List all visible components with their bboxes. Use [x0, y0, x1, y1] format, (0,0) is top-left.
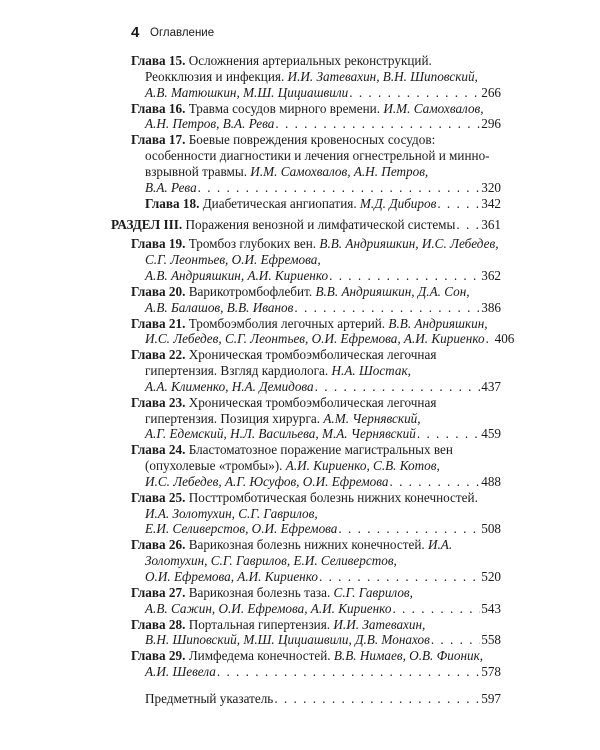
chapter-authors-end: А.Н. Петров, В.А. Рева — [145, 116, 275, 132]
toc-entry-subject-index[interactable] — [131, 691, 501, 707]
leader-line — [145, 521, 501, 537]
chapter-authors: А.И. Кириенко, С.В. Котов, — [285, 458, 440, 474]
toc-entry-chapter-18[interactable] — [131, 196, 501, 212]
toc-entry-chapter-27[interactable] — [131, 585, 501, 617]
dot-leader — [392, 601, 480, 617]
chapter-authors: Н.А. Шостак, — [331, 363, 411, 379]
chapter-label: Глава 27. — [131, 584, 186, 600]
toc-entry-chapter-16[interactable] — [131, 101, 501, 133]
chapter-authors-end: Е.И. Селиверстов, О.И. Ефремова — [145, 521, 338, 537]
chapter-label: Глава 24. — [131, 442, 186, 458]
page-ref: 320 — [481, 179, 501, 195]
page-ref: 362 — [481, 267, 501, 283]
toc-entry-chapter-26[interactable] — [131, 537, 501, 585]
running-head: Оглавление — [150, 27, 215, 39]
dot-leader — [275, 116, 480, 132]
chapter-title: Лимфедема конечностей. — [188, 648, 334, 664]
leader-line — [111, 217, 501, 233]
chapter-authors-end: О.И. Ефремова, А.И. Кириенко — [145, 569, 318, 584]
dot-leader — [294, 300, 480, 316]
leader-line — [145, 300, 501, 316]
toc-entry-chapter-15[interactable] — [131, 53, 501, 101]
leader-line — [145, 331, 515, 347]
chapter-authors: В.В. Андрияшкин, Д.А. Сон, — [315, 283, 470, 299]
page-ref: 508 — [481, 521, 501, 537]
chapter-authors-end: А.В. Балашов, В.В. Иванов — [145, 299, 294, 315]
toc-entry-chapter-19[interactable] — [131, 236, 501, 284]
chapter-title: Портальная гипертензия. — [188, 616, 334, 632]
page-ref: 266 — [481, 84, 501, 100]
chapter-label: Глава 21. — [131, 315, 186, 331]
chapter-label: Глава 16. — [131, 100, 186, 116]
leader-line — [145, 180, 501, 196]
chapter-authors-end: И.С. Лебедев, С.Г. Леонтьев, О.И. Ефремова, А.И. Кириенко — [145, 331, 485, 347]
page-ref: 361 — [481, 217, 501, 233]
chapter-authors: И.А. Золотухин, С.Г. Гаврилов, — [145, 505, 318, 521]
page-ref: 342 — [481, 195, 501, 211]
page-ref: 543 — [481, 600, 501, 616]
chapter-authors: И.И. Затевахин, В.Н. Шиповский, — [287, 68, 478, 84]
chapter-title: Варикотромбофлебит. — [188, 283, 316, 299]
leader-line — [145, 196, 501, 212]
toc-entry-chapter-23[interactable] — [131, 395, 501, 443]
chapter-title: Тромбоз глубоких вен. — [188, 236, 320, 252]
chapter-title: Боевые повреждения кровеносных сосудов: особенности диагностики и лечения огнестрельной и минно-взрывной травмы. — [145, 132, 490, 179]
chapter-title: Варикозная болезнь нижних конечностей. — [188, 537, 428, 553]
leader-line — [145, 426, 501, 442]
toc-entry-chapter-24[interactable] — [131, 442, 501, 490]
chapter-label: Глава 29. — [131, 648, 186, 664]
chapter-label: Глава 19. — [131, 236, 186, 252]
chapter-authors: М.Д. Дибиров — [359, 195, 437, 211]
leader-line — [145, 632, 501, 648]
chapter-authors-end: А.В. Андрияшкин, А.И. Кириенко — [145, 267, 329, 283]
page-ref: 597 — [481, 690, 501, 706]
chapter-authors: А.М. Чернявский, — [323, 410, 421, 426]
chapter-authors-end: А.В. Матюшкин, М.Ш. Цициашвили — [145, 84, 349, 100]
toc-entry-chapter-29[interactable] — [131, 648, 501, 680]
chapter-label: Глава 25. — [131, 489, 186, 505]
page-ref: 437 — [481, 378, 501, 394]
table-of-contents — [111, 53, 515, 707]
chapter-authors-end: А.А. Клименко, Н.А. Демидова — [145, 378, 314, 394]
leader-line — [145, 379, 501, 395]
chapter-title: Диабетическая ангиопатия. — [202, 195, 360, 211]
dot-leader — [338, 521, 480, 537]
page-ref: 520 — [481, 569, 501, 584]
chapter-label: Глава 23. — [131, 394, 186, 410]
chapter-title: Бластоматозное поражение магистральных вен (опухолевые «тромбы»). — [145, 442, 453, 474]
chapter-authors-end: В.Н. Шиповский, М.Ш. Цициашвили, Д.В. Монахов — [145, 632, 430, 648]
chapter-authors: С.Г. Гаврилов, — [333, 584, 413, 600]
chapter-authors: В.В. Андрияшкин, И.С. Лебедев, С.Г. Леонтьев, О.И. Ефремова, — [145, 236, 499, 268]
chapter-label: Глава 28. — [131, 616, 186, 632]
dot-leader — [389, 474, 480, 490]
chapter-title: Осложнения артериальных реконструкций. Реокклюзия и инфекция. — [145, 53, 432, 84]
page-number: 4 — [131, 24, 140, 41]
dot-leader — [319, 569, 480, 585]
chapter-title: Тромбоэмболия легочных артерий. — [188, 315, 389, 331]
page-ref: 558 — [481, 632, 501, 648]
toc-entry-chapter-22[interactable] — [131, 347, 501, 395]
leader-line — [145, 85, 501, 101]
chapter-label: Глава 17. — [131, 132, 186, 148]
dot-leader — [456, 217, 480, 233]
section-label: РАЗДЕЛ III. — [111, 217, 183, 233]
dot-leader — [315, 379, 481, 395]
chapter-authors-end: А.В. Сажин, О.И. Ефремова, А.И. Кириенко — [145, 600, 392, 616]
chapter-authors-end: И.С. Лебедев, А.Г. Юсуфов, О.И. Ефремова — [145, 473, 389, 489]
chapter-title: Посттромботическая болезнь нижних конечностей. — [188, 489, 478, 505]
dot-leader — [349, 85, 480, 101]
page-ref: 386 — [481, 299, 501, 315]
chapter-title: Хроническая тромбоэмболическая легочная гипертензия. Взгляд кардиолога. — [145, 347, 437, 379]
chapter-label: Глава 22. — [131, 347, 186, 363]
page-ref: 578 — [481, 664, 501, 680]
chapter-label: Глава 15. — [131, 53, 186, 68]
chapter-authors: В.В. Нимаев, О.В. Фионик, — [333, 648, 484, 664]
dot-leader — [417, 426, 480, 442]
dot-leader — [198, 180, 481, 196]
dot-leader — [217, 664, 480, 680]
leader-line — [145, 116, 501, 132]
toc-entry-chapter-21[interactable] — [131, 315, 515, 348]
dot-leader — [437, 196, 480, 212]
chapter-authors: И.И. Затевахин, — [333, 616, 426, 632]
leader-line — [145, 268, 501, 284]
toc-entry-section-3[interactable] — [111, 217, 501, 233]
index-title: Предметный указатель — [145, 690, 274, 706]
toc-entry-chapter-20[interactable] — [131, 284, 501, 316]
chapter-authors-end: А.И. Шевела — [145, 664, 216, 680]
chapter-authors: В.В. Андрияшкин, — [388, 315, 488, 331]
page-ref: 406 — [494, 331, 515, 347]
chapter-label: Глава 18. — [145, 195, 200, 211]
chapter-label: Глава 20. — [131, 283, 186, 299]
leader-line — [145, 601, 501, 617]
leader-line — [145, 691, 501, 707]
page-ref: 459 — [481, 426, 501, 442]
chapter-title: Травма сосудов мирного времени. — [188, 100, 384, 116]
chapter-title: Варикозная болезнь таза. — [188, 584, 334, 600]
chapter-authors-end: В.А. Рева — [145, 179, 197, 195]
dot-leader — [274, 691, 480, 707]
section-title: Поражения венозной и лимфатической системы — [185, 217, 456, 233]
chapter-authors: И.М. Самохвалов, — [383, 100, 484, 116]
leader-line — [145, 664, 501, 680]
dot-leader — [431, 632, 480, 648]
page-ref: 296 — [481, 116, 501, 132]
chapter-authors-end: А.Г. Едемский, Н.Л. Васильева, М.А. Чернявский — [145, 426, 416, 442]
chapter-label: Глава 26. — [131, 537, 186, 553]
dot-leader — [486, 331, 494, 347]
chapter-authors: И.А. Золотухин, С.Г. Гаврилов, Е.И. Селиверстов, — [145, 537, 453, 569]
leader-line — [145, 474, 501, 490]
leader-line — [145, 569, 501, 585]
chapter-authors: И.М. Самохвалов, А.Н. Петров, — [250, 163, 429, 179]
page-ref: 488 — [481, 473, 501, 489]
chapter-title: Хроническая тромбоэмболическая легочная гипертензия. Позиция хирурга. — [145, 394, 437, 426]
toc-entry-chapter-17[interactable] — [131, 132, 501, 195]
toc-entry-chapter-25[interactable] — [131, 490, 501, 538]
dot-leader — [329, 268, 480, 284]
toc-entry-chapter-28[interactable] — [131, 617, 501, 649]
